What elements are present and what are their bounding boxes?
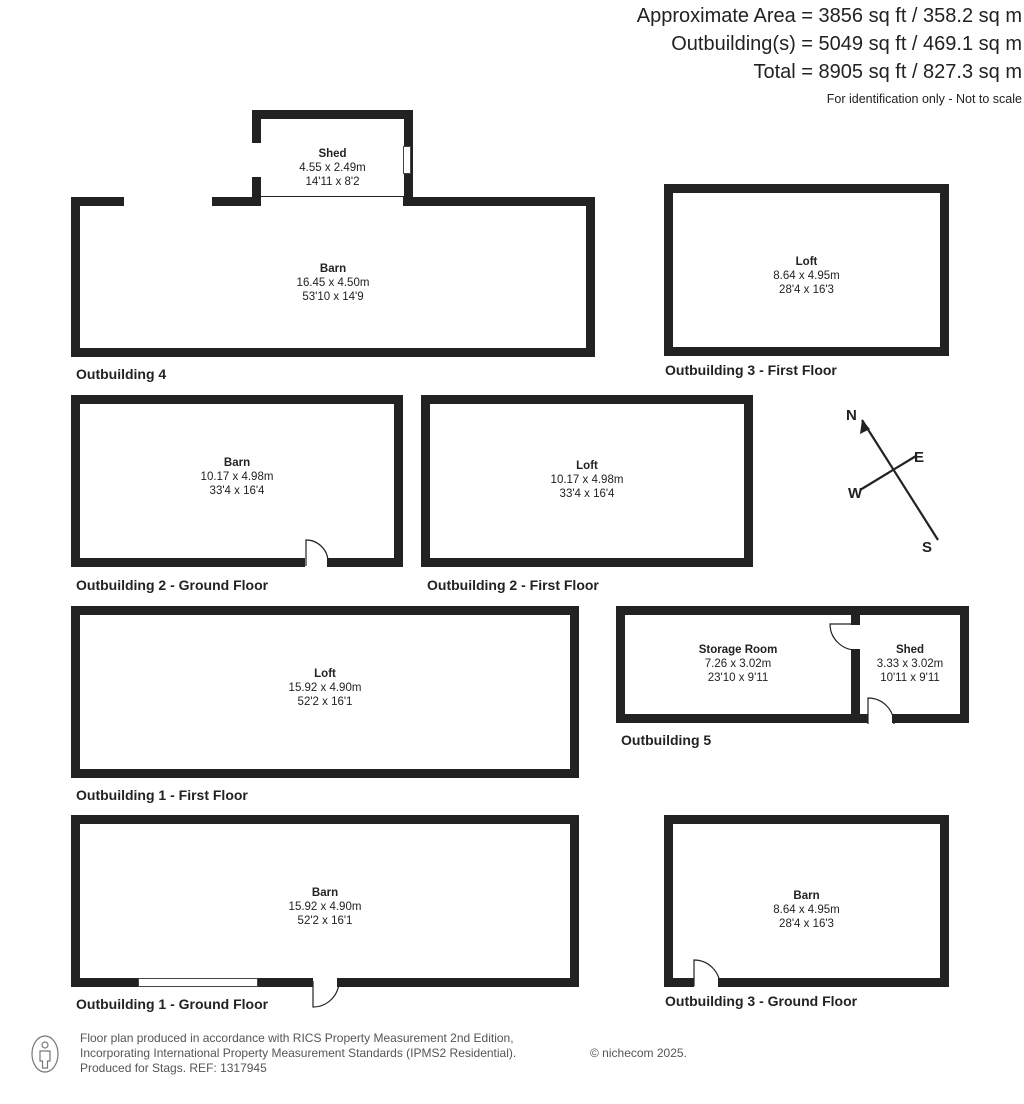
building-label-ob2-first: Outbuilding 2 - First Floor [427,577,599,593]
room-ob2-barn [71,395,403,567]
room-ob1-loft [71,606,579,778]
building-label-ob5: Outbuilding 5 [621,732,712,748]
footer-line-1: Floor plan produced in accordance with RICS Property Measurement 2nd Edition, [80,1031,514,1045]
room-metric: 10.17 x 4.98m [550,474,624,486]
room-name: Storage Room [698,644,778,656]
compass-east-label: E [914,449,925,466]
room-metric: 15.92 x 4.90m [288,901,362,913]
shed-window [403,146,411,174]
footer-line-3: Produced for Stags. REF: 1317945 [80,1061,267,1075]
total-area: Total = 8905 sq ft / 827.3 sq m [753,61,1022,83]
scale-note: For identification only - Not to scale [826,92,1022,106]
room-name: Barn [311,887,339,899]
room-imperial: 28'4 x 16'3 [779,284,834,296]
footer-line-2: Incorporating International Property Measurement Standards (IPMS2 Residential). [80,1046,517,1060]
room-imperial: 10'11 x 9'11 [880,672,940,684]
room-name: Barn [319,263,347,275]
person-icon [30,1034,60,1074]
compass-south-label: S [922,539,933,556]
room-ob5-storage [616,606,860,723]
door-swing-icon [690,956,722,988]
room-metric: 3.33 x 3.02m [876,658,944,670]
outbuildings-area: Outbuilding(s) = 5049 sq ft / 469.1 sq m [671,33,1022,55]
room-imperial: 33'4 x 16'4 [209,485,265,497]
room-metric: 8.64 x 4.95m [773,904,840,916]
room-ob4-barn [71,197,595,357]
room-ob4-shed [252,110,413,205]
building-label-ob2-ground: Outbuilding 2 - Ground Floor [76,577,269,593]
room-imperial: 33'4 x 16'4 [559,488,615,500]
room-name: Barn [793,890,820,902]
room-name: Loft [576,460,598,472]
room-name: Shed [895,644,925,656]
room-metric: 16.45 x 4.50m [296,277,370,289]
compass-icon [840,400,950,560]
room-metric: 8.64 x 4.95m [773,270,840,282]
room-imperial: 53'10 x 14'9 [302,291,364,303]
room-ob3-loft [664,184,949,356]
room-metric: 15.92 x 4.90m [288,682,362,694]
room-imperial: 28'4 x 16'3 [779,918,834,930]
room-name: Shed [318,148,347,160]
room-imperial: 52'2 x 16'1 [297,915,353,927]
door-swing-icon [309,979,341,1009]
room-ob1-barn [71,815,579,987]
footer-disclaimer [80,1031,687,1076]
room-name: Barn [223,457,251,469]
room-metric: 10.17 x 4.98m [200,471,274,483]
copyright: © nichecom 2025. [590,1046,687,1060]
compass-west-label: W [848,485,863,502]
barn-entrance-opening [124,197,212,206]
room-imperial: 52'2 x 16'1 [297,696,353,708]
room-imperial: 23'10 x 9'11 [707,672,769,684]
room-name: Loft [314,668,336,680]
sliding-doors-window [138,978,258,987]
room-metric: 7.26 x 3.02m [704,658,772,670]
door-swing-icon [300,534,330,568]
building-label-ob1-first: Outbuilding 1 - First Floor [76,787,248,803]
building-label-ob3-first: Outbuilding 3 - First Floor [665,362,837,378]
room-imperial: 14'11 x 8'2 [305,176,360,188]
door-swing-icon [826,620,858,654]
door-swing-icon [864,694,896,726]
room-ob2-loft [421,395,753,567]
building-label-ob4: Outbuilding 4 [76,366,167,382]
approximate-area: Approximate Area = 3856 sq ft / 358.2 sq m [636,5,1022,27]
compass-north-label: N [846,407,857,424]
building-label-ob3-ground: Outbuilding 3 - Ground Floor [665,993,858,1009]
area-summary [637,2,1022,106]
room-metric: 4.55 x 2.49m [299,162,366,174]
building-label-ob1-ground: Outbuilding 1 - Ground Floor [76,996,269,1012]
barn-shed-connection [261,197,403,206]
shed-door-opening [252,143,261,177]
room-name: Loft [795,256,818,268]
